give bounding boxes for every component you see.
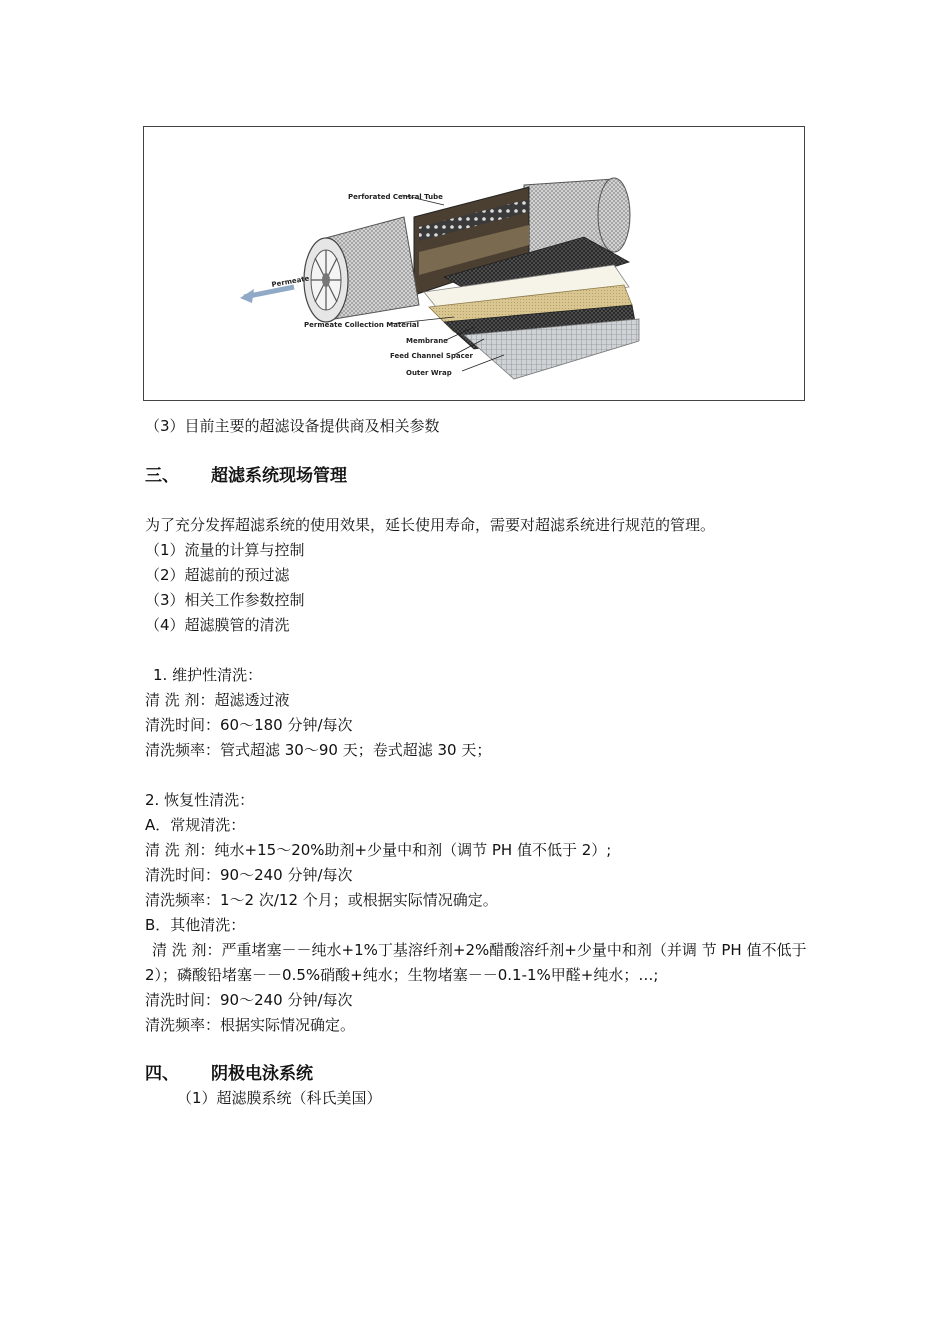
routine-cleaning-time: 清洗时间：90～240 分钟/每次: [145, 866, 353, 884]
label-feed-channel-spacer: Feed Channel Spacer: [390, 352, 473, 360]
membrane-module-illustration: [144, 127, 806, 402]
figure-caption: （3）目前主要的超滤设备提供商及相关参数: [145, 417, 440, 435]
section-4-title: 阴极电泳系统: [211, 1064, 313, 1084]
other-cleaning-time: 清洗时间：90～240 分钟/每次: [145, 991, 353, 1009]
label-permeate: Permeate: [270, 274, 310, 289]
routine-cleaning-agent: 清 洗 剂：纯水+15～20%助剂+少量中和剂（调节 PH 值不低于 2）;: [145, 841, 612, 859]
maintenance-cleaning-title: 1. 维护性清洗：: [153, 666, 263, 684]
section-4-number: 四、: [145, 1064, 179, 1084]
maintenance-cleaning-time: 清洗时间：60～180 分钟/每次: [145, 716, 353, 734]
maintenance-cleaning-agent: 清 洗 剂：超滤透过液: [145, 691, 290, 709]
section-3-title: 超滤系统现场管理: [211, 466, 347, 486]
maintenance-cleaning-frequency: 清洗频率：管式超滤 30～90 天；卷式超滤 30 天；: [145, 741, 492, 759]
section-4-heading: [145, 1063, 313, 1085]
label-outer-wrap: Outer Wrap: [406, 369, 452, 377]
list-item: （4）超滤膜管的清洗: [145, 616, 290, 634]
list-item: （1）流量的计算与控制: [145, 541, 305, 559]
section-3-heading: [145, 465, 347, 487]
recovery-cleaning-title: 2. 恢复性清洗：: [145, 791, 255, 809]
other-cleaning-title: B．其他清洗：: [145, 916, 246, 934]
routine-cleaning-frequency: 清洗频率：1～2 次/12 个月；或根据实际情况确定。: [145, 891, 498, 909]
label-permeate-collection-material: Permeate Collection Material: [304, 321, 420, 329]
routine-cleaning-title: A．常规清洗：: [145, 816, 246, 834]
label-perforated-central-tube: Perforated Central Tube: [348, 193, 443, 201]
section-3-intro: 为了充分发挥超滤系统的使用效果，延长使用寿命，需要对超滤系统进行规范的管理。: [145, 516, 716, 534]
other-cleaning-agent: 清 洗 剂：严重堵塞－－纯水+1%丁基溶纤剂+2%醋酸溶纤剂+少量中和剂（并调 节 PH 值不低于 2）；磷酸铅堵塞－－0.5%硝酸+纯水；生物堵塞－－0.1-1%甲醛+纯水；…;: [145, 941, 807, 984]
section-4-item-1: （1）超滤膜系统（科氏美国）: [177, 1089, 382, 1107]
membrane-module-figure: [143, 126, 805, 401]
label-membrane: Membrane: [406, 337, 448, 345]
list-item: （2）超滤前的预过滤: [145, 566, 290, 584]
list-item: （3）相关工作参数控制: [145, 591, 305, 609]
other-cleaning-frequency: 清洗频率：根据实际情况确定。: [145, 1016, 356, 1034]
section-3-number: 三、: [145, 466, 179, 486]
